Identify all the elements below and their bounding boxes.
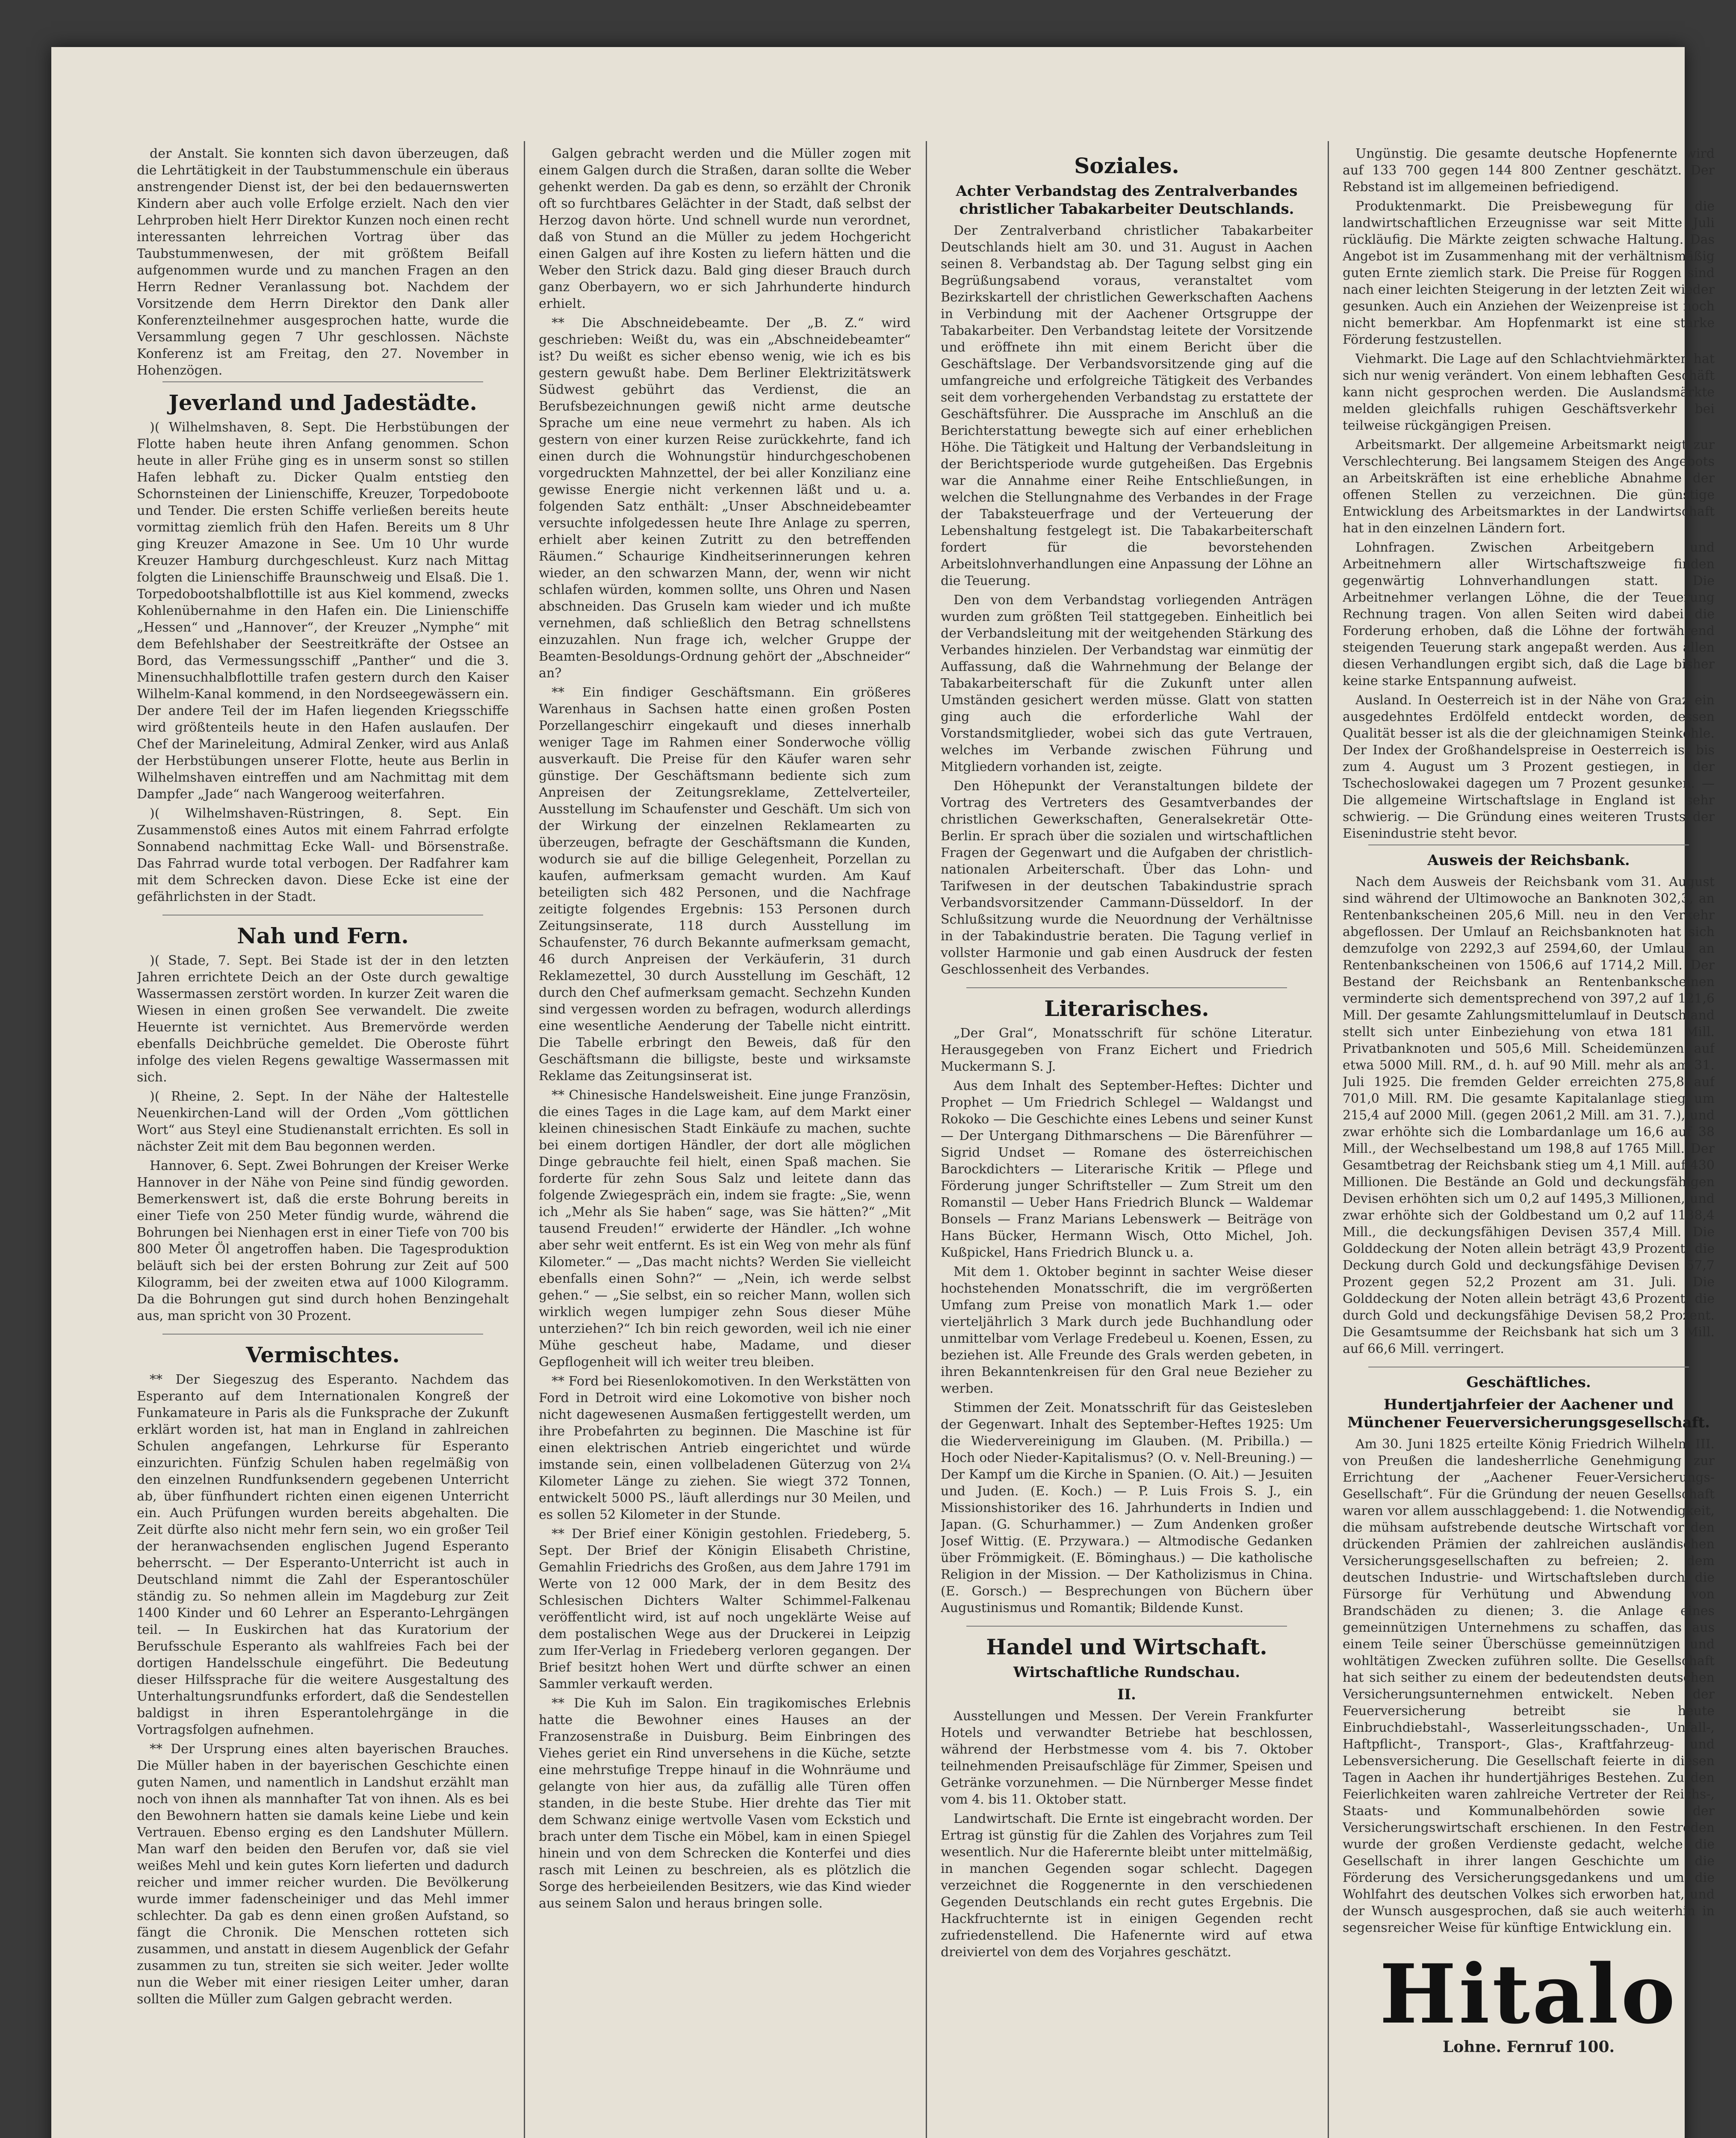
article-paragraph: Produktenmarkt. Die Preisbewegung für die landwirtschaftlichen Erzeugnisse war seit Mitte Juli rückläufig. Die Märkte zeigten schwache Haltung. Das Angebot ist im Zusammenhang mit der verhältnismäßig guten Ernte ziemlich stark. Die Preise für Roggen sind nach einer leichten Steigerung in der letzten Zeit wieder gesunken. Auch ein Anziehen der Weizenpreise ist noch nicht bemerkbar. Am Hopfenmarkt ist eine starke Förderung festzustellen. — [1343, 199, 1715, 347]
section-reichsbank — [1343, 845, 1715, 1357]
section-part-number: II. — [1117, 1686, 1136, 1703]
article-paragraph: Am 30. Juni 1825 erteilte König Friedrich Wilhelm III. von Preußen die landesherrliche Genehmigung zur Errichtung der „Aachener Feuer-Versicherungs-Gesellschaft“. Für die Gründung der neuen Gesellschaft waren vor allem ausschlaggebend: 1. die Notwendigkeit, die mühsam aufstrebende deutsche Wirtschaft vor den drückenden Prämien der zahlreichen ausländischen Versicherungsgesellschaften zu befreien; 2. dem deutschen Industrie- und Wirtschaftsleben durch die Fürsorge für Verhütung und Abwendung von Brandschäden zu dienen; 3. die Anlage eines gemeinnützigen Unternehmens zu schaffen, das aus einem Teile seiner Überschüsse gemeinnützigen und wohltätigen Zwecken zuführen sollte. Die Gesellschaft hat sich seither zu einem der bedeutendsten deutschen Versicherungsunternehmen entwickelt. Neben der Feuerversicherung betreibt sie heute Einbruchdiebstahl-, Wasserleitungsschaden-, Unfall-, Haftpflicht-, Transport-, Glas-, Kraftfahrzeug- und Lebensversicherung. Die Gesellschaft feierte in diesen Tagen in Aachen ihr hundertjähriges Bestehen. Zu den Feierlichkeiten waren zahlreiche Vertreter der Reichs-, Staats- und Kommunalbehörden sowie der Versicherungswirtschaft erschienen. In den Festreden wurde der großen Verdienste gedacht, welche die Gesellschaft in ihrer langen Geschichte um die Förderung des Versicherungsgedankens und um die Wohlfahrt des deutschen Volkes sich erworben hat, und der Wunsch ausgesprochen, daß sie auch weiterhin in segensreicher Weise für künftige Entwicklung ein. — [1343, 1437, 1715, 1935]
article-paragraph: Galgen gebracht werden und die Müller zogen mit einem Galgen durch die Straßen, daran sollte die Weber gehenkt werden. Da gab es denn, so erzählt der Chronik oft so furchtbares Gelächter in der Stadt, daß selbst der Herzog davon hörte. Und schnell wurde nun verordnet, daß von Stund an die Müller zu jedem Hochgericht einen Galgen auf ihre Kosten zu liefern hätten und die Weber den Strick dazu. Bald ging dieser Brauch durch ganz Oberbayern, wo er sich Jahrhunderte hindurch erhielt. — [539, 146, 911, 311]
section-subtitle: Achter Verbandstag des Zentralverbandes christlicher Tabakarbeiter Deutschlands. — [956, 183, 1298, 218]
article-paragraph: Viehmarkt. Die Lage auf den Schlachtviehmärkten hat sich nur wenig verändert. Von einem lebhaften Geschäft kann nicht gesprochen werden. Die Auslandsmärkte melden gleichfalls ruhigen Geschäftsverkehr bei teilweise rückgängigen Preisen. — [1343, 351, 1715, 433]
section-title: Ausweis der Reichsbank. — [1427, 852, 1630, 869]
article-paragraph: Lohnfragen. Zwischen Arbeitgebern und Arbeitnehmern aller Wirtschaftszweige finden gegenwärtig Lohnverhandlungen statt. Die Arbeitnehmer verlangen Löhne, die der Teuerung Rechnung tragen. Von allen Seiten wird dabei die Forderung erhoben, daß die Löhne der fortwährend steigenden Teuerung stark angepaßt werden. Aus allen diesen Verhandlungen ergibt sich, daß die Lage bisher keine starke Entspannung aufweist. — [1343, 540, 1715, 688]
article-paragraph: Der Zentralverband christlicher Tabakarbeiter Deutschlands hielt am 30. und 31. August in Aachen seinen 8. Verbandstag ab. Der Tagung selbst ging ein Begrüßungsabend voraus, veranstaltet vom Bezirkskartell der christlichen Gewerkschaften Aachens in Verbindung mit der Aachener Ortsgruppe der Tabakarbeiter. Den Verbandstag leitete der Vorsitzende und eröffnete ihn mit einem Bericht über die Geschäftslage. Der Verbandsvorsitzende ging auf die umfangreiche und erfolgreiche Tätigkeit des Verbandes seit dem vorhergehenden Verbandstag zu erstattete der Geschäftsführer. Die Aussprache im Anschluß an die Berichterstattung bewegte sich auf einer erheblichen Höhe. Die Tätigkeit und Haltung der Verbandsleitung in der Berichtsperiode wurde gutgeheißen. Das Ergebnis war die Annahme einer Reihe Entschließungen, in welchen die Stellungnahme des Verbandes in der Frage der Tabaksteuerfrage und der Verteuerung der Lebenshaltung festgelegt ist. Die Tabakarbeiterschaft fordert für die bevorstehenden Arbeitslohnverhandlungen eine Anpassung der Löhne an die Teuerung. — [941, 223, 1313, 588]
column-1 — [137, 145, 509, 2138]
section-title: Nah und Fern. — [237, 923, 409, 948]
column-3 — [941, 145, 1313, 2138]
article-paragraph: Nach dem Ausweis der Reichsbank vom 31. August sind während der Ultimowoche an Banknoten 302,3, an Rentenbankscheinen 205,6 Mill. neu in den Verkehr abgeflossen. Der Umlauf an Reichsbanknoten hat sich demzufolge von 2292,3 auf 2594,60, der Umlauf an Rentenbankscheinen von 1506,6 auf 1714,2 Mill. Der Bestand der Reichsbank an Rentenbankscheinen verminderte sich dementsprechend von 397,2 auf 121,6 Mill. Der gesamte Zahlungsmittelumlauf in Deutschland stellt sich unter Einbeziehung von etwa 181 Mill. Privatbanknoten und 505,6 Mill. Scheidemünzen auf etwa 5000 Mill. RM., d. h. auf 90 Mill. mehr als am 31. Juli 1925. Die fremden Gelder erreichten 275,8 auf 701,0 Mill. RM. Die gesamte Kapitalanlage stieg um 215,4 auf 2000 Mill. (gegen 2061,2 Mill. am 31. 7.), und zwar erhöhte sich die Lombardanlage um 16,6 auf 38 Mill., der Wechselbestand um 198,8 auf 1765 Mill. Der Gesamtbetrag der Reichsbank stieg um 4,1 Mill. auf 430 Millionen. Die Bestände an Gold und deckungsfähigen Devisen erhöhten sich um 0,2 auf 1495,3 Millionen, und zwar erhöhte sich der Goldbestand um 0,2 auf 1138,4 Mill., die deckungsfähigen Devisen 357,4 Mill. Die Golddeckung der Noten allein beträgt 43,9 Prozent, die Deckung durch Gold und deckungsfähige Devisen 57,7 Prozent gegen 52,2 Prozent am 31. Juli. Die Golddeckung der Noten allein beträgt 43,6 Prozent, die durch Gold und deckungsfähige Devisen 58,2 Prozent. Die Gesamtsumme der Reichsbank hat sich um 3 Mill. auf 66,6 Mill. verringert. — [1343, 874, 1715, 1356]
ad-brand-name: Hitalo — [1379, 1946, 1678, 2042]
section-subtitle: Wirtschaftliche Rundschau. — [1013, 1664, 1240, 1681]
section-literarisches — [941, 987, 1313, 1616]
column-rule — [926, 141, 927, 2138]
section-divider — [162, 1334, 483, 1335]
article-paragraph: )( Wilhelmshaven-Rüstringen, 8. Sept. Ein Zusammenstoß eines Autos mit einem Fahrrad erfolgte Sonnabend nachmittag Ecke Wall- und Börsenstraße. Das Fahrrad wurde total verbogen. Der Radfahrer kam mit dem Schrecken davon. Diese Ecke ist eine der gefährlichsten in der Stadt. — [137, 806, 509, 904]
section-title: Jeverland und Jadestädte. — [168, 390, 477, 415]
article-paragraph: Arbeitsmarkt. Der allgemeine Arbeitsmarkt neigt zur Verschlechterung. Bei langsamem Steigen des Angebots an Arbeitskräften ist eine erhebliche Abnahme der offenen Stellen zu verzeichnen. Die günstige Entwicklung des Arbeitsmarktes in der Landwirtschaft hat in den einzelnen Ländern fort. — [1343, 437, 1715, 536]
article-paragraph: Mit dem 1. Oktober beginnt in sachter Weise dieser hochstehenden Monatsschrift, die im vergrößerten Umfang zum Preise von monatlich Mark 1.— oder vierteljährlich 3 Mark durch jede Buchhandlung oder unmittelbar vom Verlage Fredebeul u. Koenen, Essen, zu beziehen ist. Alle Freunde des Grals werden gebeten, in ihren Bekanntenkreisen für den Gral neue Bezieher zu werben. — [941, 1264, 1313, 1396]
article-paragraph: ** Der Siegeszug des Esperanto. Nachdem das Esperanto auf dem Internationalen Kongreß der Funkamateure in Paris als die Funksprache der Zukunft erklärt worden ist, hat man in England in zahlreichen Schulen angefangen, Lehrkurse für Esperanto einzurichten. Fünfzig Schulen haben regelmäßig von den einzelnen Rundfunksendern gegebenen Unterricht ab, über fünfhundert richten einen eigenen Unterricht ein. Auch Prüfungen wurden bereits abgehalten. Die Zeit dürfte also nicht mehr fern sein, wo ein großer Teil der heranwachsenden englischen Jugend Esperanto beherrscht. — Der Esperanto-Unterricht ist auch in Deutschland nimmt die Zahl der Esperantoschüler ständig zu. So nehmen allein im Magdeburg zur Zeit 1400 Kinder und 60 Lehrer an Esperanto-Lehrgängen teil. — In Euskirchen hat das Kuratorium der Berufsschule Esperanto als wahlfreies Fach bei der dortigen Handelsschule eingeführt. Die Bedeutung dieser Hilfssprache für die weitere Ausgestaltung des Unterhaltungsrundfunks erfordert, daß die Sendestellen baldigst in ihren Esperantolehrgänge in die Vortragsfolgen aufnehmen. — [137, 1372, 509, 1737]
section-title: Soziales. — [1074, 153, 1179, 178]
section-geschaeftliches — [1343, 1367, 1715, 1936]
section-vermischtes — [137, 1334, 509, 2008]
article-paragraph: )( Stade, 7. Sept. Bei Stade ist der in den letzten Jahren errichtete Deich an der Oste durch gewaltige Wassermassen zerstört worden. In kurzer Zeit waren die Wiesen in einen großen See verwandelt. Die zweite Heuernte ist vernichtet. Aus Bremervörde werden ebenfalls Deichbrüche gemeldet. Die Oberoste führt infolge des vielen Regens gewaltige Wassermassen mit sich. — [137, 953, 509, 1085]
ad-contact: Lohne. Fernruf 100. — [1442, 2038, 1615, 2056]
section-handel-und-wirtschaft — [941, 1626, 1313, 1961]
article-paragraph: ** Ford bei Riesenlokomotiven. In den Werkstätten von Ford in Detroit wird eine Lokomotive von bisher noch nicht dagewesenen Ausmaßen fertiggestellt werden, um ihre Probefahrten zu beginnen. Die Maschine ist für einen elektrischen Antrieb eingerichtet und würde imstande sein, einen vollbeladenen Güterzug von 2¼ Kilometer Länge zu ziehen. Sie wiegt 372 Tonnen, entwickelt 5000 PS., läuft allerdings nur 30 Meilen, und es sollen 52 Kilometer in der Stunde. — [539, 1374, 911, 1522]
section-title: Geschäftliches. — [1466, 1374, 1591, 1391]
section-title: Handel und Wirtschaft. — [986, 1634, 1267, 1660]
article-paragraph: ** Ein findiger Geschäftsmann. Ein größeres Warenhaus in Sachsen hatte einen großen Posten Porzellangeschirr eingekauft und dieses innerhalb weniger Tage im Rahmen einer Sonderwoche völlig ausverkauft. Die Preise für den Käufer waren sehr günstige. Der Geschäftsmann bediente sich zum Anpreisen der Zeitungsreklame, Zettelverteiler, Ausstellung im Schaufenster und Geschäft. Um sich von der Wirkung der einzelnen Reklamearten zu überzeugen, befragte der Geschäftsmann die Kunden, wodurch sie auf die billige Gelegenheit, Porzellan zu kaufen, aufmerksam gemacht wurden. Am Kauf beteiligten sich 482 Personen, und die Nachfrage zeitigte folgendes Ergebnis: 153 Personen durch Zeitungsinserate, 118 durch Ausstellung im Schaufenster, 76 durch Bekannte aufmerksam gemacht, 46 durch Anpreisen der Verkäuferin, 31 durch Reklamezettel, 30 durch Ausstellung im Geschäft, 12 durch den Chef aufmerksam gemacht. Sechzehn Kunden sind vergessen worden zu befragen, wodurch allerdings eine wesentliche Aenderung der Tabelle nicht eintritt. Die Tabelle erbringt den Beweis, daß für den Geschäftsmann die billigste, beste und wirksamste Reklame das Zeitungsinserat ist. — [539, 685, 911, 1084]
advertisement — [1351, 1946, 1706, 2056]
section-nah-und-fern — [137, 915, 509, 1324]
article-paragraph: Hannover, 6. Sept. Zwei Bohrungen der Kreiser Werke Hannover in der Nähe von Peine sind fündig geworden. Bemerkenswert ist, daß die erste Bohrung bereits in einer Tiefe von 250 Meter fündig wurde, während die Bohrungen bei Nienhagen erst in einer Tiefe von 700 bis 800 Meter Öl angetroffen haben. Die Tagesproduktion beläuft sich bei der ersten Bohrung zur Zeit auf 500 Kilogramm, bei der zweiten etwa auf 1000 Kilogramm. Da die Bohrungen gut sind durch hohen Benzingehalt aus, man spricht von 30 Prozent. — [137, 1158, 509, 1323]
column-rule — [1328, 141, 1329, 2138]
newspaper-page — [51, 47, 1715, 2138]
column-4 — [1343, 145, 1715, 2138]
article-paragraph: Stimmen der Zeit. Monatsschrift für das Geistesleben der Gegenwart. Inhalt des September-Heftes 1925: Um die Wiedervereinigung im Glauben. (M. Pribilla.) — Hoch oder Nieder-Kapitalismus? (O. v. Nell-Breuning.) — Der Kampf um die Kirche in Spanien. (O. Ait.) — Jesuiten und Juden. (E. Koch.) — P. Luis Frois S. J., ein Missionshistoriker des 16. Jahrhunderts in Indien und Japan. (G. Schurhammer.) — Zum Andenken großer Josef Wittig. (E. Przywara.) — Altmodische Gedanken über Frömmigkeit. (E. Böminghaus.) — Die katholische Religion in der Mission. — Der Katholizismus in China. (E. Gorsch.) — Besprechungen von Büchern über Augustinismus und Romantik; Bildende Kunst. — [941, 1400, 1313, 1615]
article-paragraph: Den von dem Verbandstag vorliegenden Anträgen wurden zum größten Teil stattgegeben. Einheitlich bei der Verbandsleitung mit der weitgehenden Stärkung des Verbandes hinzielen. Der Verbandstag war einmütig der Auffassung, daß die Wahrnehmung der Belange der Tabakarbeiterschaft für die Zukunft unter allen Umständen gesichert werden müsse. Glatt von statten ging auch die erforderliche Wahl der Vorstandsmitglieder, wobei sich das gute Vertrauen, welches im Verbande zwischen Führung und Mitgliedern vorhanden ist, zeigte. — [941, 593, 1313, 774]
article-paragraph: Den Höhepunkt der Veranstaltungen bildete der Vortrag des Vertreters des Gesamtverbandes der christlichen Gewerkschaften, Generalsekretär Otte-Berlin. Er sprach über die sozialen und wirtschaftlichen Fragen der Gegenwart und die Aufgaben der christlich-nationalen Arbeiterschaft. Über das Lohn- und Tarifwesen in der deutschen Tabakindustrie sprach Verbandsvorsitzender Cammann-Düsseldorf. In der Schlußsitzung wurde die Neuordnung der Verhältnisse in der Tabakindustrie beraten. Die Tagung verlief in vollster Harmonie und gab einen Ausdruck der festen Geschlossenheit des Verbandes. — [941, 779, 1313, 977]
section-subtitle: Hundertjahrfeier der Aachener und Münchener Feuerversicherungsgesellschaft. — [1347, 1396, 1710, 1431]
section-title: Vermischtes. — [246, 1342, 400, 1367]
article-paragraph: )( Wilhelmshaven, 8. Sept. Die Herbstübungen der Flotte haben heute ihren Anfang genommen. Schon heute in aller Frühe ging es in unserm sonst so stillen Hafen lebhaft zu. Dicker Qualm entstieg den Schornsteinen der Linienschiffe, Kreuzer, Torpedoboote und Tender. Die ersten Schiffe verließen bereits heute vormittag ziemlich früh den Hafen. Bereits um 8 Uhr ging Kreuzer Amazone in See. Um 10 Uhr wurde Kreuzer Hamburg durchgeschleust. Kurz nach Mittag folgten die Linienschiffe Braunschweig und Elsaß. Die 1. Torpedobootshalbflottille ist aus Kiel kommend, zwecks Kohlenübernahme in den Hafen ein. Die Linienschiffe „Hessen“ und „Hannover“, der Kreuzer „Nymphe“ mit dem Befehlshaber der Seestreitkräfte der Ostsee an Bord, das Vermessungsschiff „Panther“ und die 3. Minensuchhalbflottille trafen gestern durch den Kaiser Wilhelm-Kanal kommend, in den Nordseegewässern ein. Der andere Teil der im Hafen liegenden Kriegsschiffe wird größtenteils heute in den Hafen auslaufen. Der Chef der Marineleitung, Admiral Zenker, wird aus Anlaß der Herbstübungen unserer Flotte, heute aus Berlin in Wilhelmshaven eintreffen und am Nachmittag mit dem Dampfer „Jade“ nach Wangeroog weiterfahren. — [137, 420, 509, 802]
article-paragraph: „Der Gral“, Monatsschrift für schöne Literatur. Herausgegeben von Franz Eichert und Friedrich Muckermann S. J. — [941, 1026, 1313, 1074]
article-paragraph: )( Rheine, 2. Sept. In der Nähe der Haltestelle Neuenkirchen-Land will der Orden „Vom göttlichen Wort“ aus Steyl eine Studienanstalt errichten. Es soll in nächster Zeit mit dem Bau begonnen werden. — [137, 1089, 509, 1154]
article-paragraph: Ungünstig. Die gesamte deutsche Hopfenernte wird auf 133 700 gegen 144 800 Zentner geschätzt. Der Rebstand ist im allgemeinen befriedigend. — [1343, 146, 1715, 195]
intro-paragraph: der Anstalt. Sie konnten sich davon überzeugen, daß die Lehrtätigkeit in der Taubstummenschule ein überaus anstrengender Dienst ist, der bei den bedauernswerten Kindern aber auch volle Erfolge erzielt. Nach den vier Lehrproben hielt Herr Direktor Kunzen noch einen recht interessanten lehrreichen Vortrag über das Taubstummenwesen, der mit größtem Beifall aufgenommen wurde und zu manchen Fragen an den Herrn Redner Veranlassung bot. Nachdem der Vorsitzende dem Herrn Direktor den Dank aller Konferenzteilnehmer ausgesprochen hatte, wurde die Versammlung gegen 7 Uhr geschlossen. Nächste Konferenz ist am Freitag, den 27. November in Hohenzögen. — [137, 146, 509, 378]
section-divider — [162, 381, 483, 382]
column-2 — [539, 145, 911, 2138]
section-title: Literarisches. — [1044, 996, 1209, 1021]
article-paragraph: Ausstellungen und Messen. Der Verein Frankfurter Hotels und verwandter Betriebe hat beschlossen, während der Herbstmesse vom 4. bis 7. Oktober teilnehmenden Preisaufschläge für Zimmer, Speisen und Getränke vorzunehmen. — Die Nürnberger Messe findet vom 4. bis 11. Oktober statt. — [941, 1709, 1313, 1807]
article-paragraph: ** Der Ursprung eines alten bayerischen Brauches. Die Müller haben in der bayerischen Geschichte einen guten Namen, und namentlich in Landshut erzählt man noch von ihnen als mannhafter Tat von ihnen. Als es bei den Bewohnern hatten sie damals keine Liebe und kein Vertrauen. Ebenso erging es den Landshuter Müllern. Man warf den beiden den Berufen vor, daß sie viel weißes Mehl und kein gutes Korn lieferten und dadurch reicher und immer reicher wurden. Die Bevölkerung wurde immer fadenscheiniger und das Mehl immer schlechter. Da gab es denn einen großen Aufstand, so fängt die Chronik. Die Menschen rotteten sich zusammen, und anstatt in diesem Augenblick der Gefahr zusammen zu tun, streiten sie sich weiter. Jeder wollte nun die Weber mit einer riesigen Leiter umher, daran sollten die Müller zum Galgen gebracht werden. — [137, 1742, 509, 2007]
section-divider — [966, 1626, 1287, 1627]
article-paragraph: ** Chinesische Handelsweisheit. Eine junge Französin, die eines Tages in die Lage kam, auf dem Markt einer kleinen chinesischen Stadt Einkäufe zu machen, suchte bei einem dortigen Händler, der dort alle möglichen Dinge gebrauchte feil hielt, einen Spaß machen. Sie forderte für zehn Sous Salz und leitete dann das folgende Zwiegespräch ein, indem sie fragte: „Sie, wenn ich „Mehr als Sie haben“ sage, was Sie hätten?“ „Mit tausend Freuden!“ erwiderte der Händler. „Ich wohne aber sehr weit entfernt. Es ist ein Weg von mehr als fünf Kilometer.“ — „Das macht nichts? Werden Sie vielleicht ebenfalls einen Sohn?“ — „Nein, ich werde selbst gehen.“ — „Sie selbst, ein so reicher Mann, wollen sich wirklich wegen lumpiger zehn Sous dieser Mühe unterziehen?“ Ich bin reich geworden, weil ich nie einer Mühe gescheut habe, Madame, und dieser Gepflogenheit will ich weiter treu bleiben. — [539, 1088, 911, 1370]
article-paragraph: Ausland. In Oesterreich ist in der Nähe von Graz ein ausgedehntes Erdölfeld entdeckt worden, dessen Qualität besser ist als die der gleichnamigen Steinkohle. Der Index der Großhandelspreise in Oesterreich ist bis zum 4. August um 3 Prozent gestiegen, in der Tschechoslowakei dagegen um 7 Prozent gesunken. — Die allgemeine Wirtschaftslage in England ist sehr schwierig. — Die Gründung eines weiteren Trusts der Eisenindustrie steht bevor. — [1343, 693, 1715, 841]
section-soziales — [941, 152, 1313, 978]
section-jeverland — [137, 381, 509, 905]
article-paragraph: ** Der Brief einer Königin gestohlen. Friedeberg, 5. Sept. Der Brief der Königin Elisabeth Christine, Gemahlin Friedrichs des Großen, aus dem Jahre 1791 im Werte von 12 000 Mark, der in dem Besitz des Schlesischen Dichters Walter Schimmel-Falkenau veröffentlicht wird, ist auf noch ungeklärte Weise auf dem postalischen Wege aus der Druckerei in Leipzig zum Ifer-Verlag in Friedeberg verloren gegangen. Der Brief besitzt hohen Wert und dürfte schwer an einen Sammler verkauft werden. — [539, 1527, 911, 1692]
article-paragraph: Aus dem Inhalt des September-Heftes: Dichter und Prophet — Um Friedrich Schlegel — Waldangst und Rokoko — Die Geschichte eines Lebens und seiner Kunst — Der Untergang Dithmarschens — Die Bärenführer — Sigrid Undset — Romane des österreichischen Barockdichters — Literarische Kritik — Pflege und Förderung junger Schriftsteller — Zum Streit um den Romanstil — Ueber Hans Friedrich Blunck — Waldemar Bonsels — Franz Marians Lebenswerk — Beiträge von Hans Bücker, Hermann Wisch, Otto Michel, Joh. Kußpickel, Hans Friedrich Blunck u. a. — [941, 1078, 1313, 1260]
section-divider — [966, 987, 1287, 988]
article-paragraph: ** Die Abschneidebeamte. Der „B. Z.“ wird geschrieben: Weißt du, was ein „Abschneidebeamter“ ist? Du weißt es sicher ebenso wenig, wie ich es bis gestern gewußt habe. Dem Berliner Elektrizitätswerk Südwest gebührt das Verdienst, die an Berufsbezeichnungen gewiß nicht arme deutsche Sprache um eine neue vermehrt zu haben. Als ich gestern von einer kurzen Reise zurückkehrte, fand ich einen durch die Wohnungstür hindurchgeschobenen vorgedruckten Mahnzettel, der bei aller Konzilianz eine gewisse Energie nicht verkennen läßt und u. a. folgenden Satz enthält: „Unser Abschneidebeamter versuchte infolgedessen heute Ihre Anlage zu sperren, erhielt aber keinen Zutritt zu den betreffenden Räumen.“ Schaurige Kindheitserinnerungen kehren wieder, an den schwarzen Mann, der, wenn wir nicht schlafen würden, kommen sollte, uns Ohren und Nasen abschneiden. Das Gruseln kam wieder und ich mußte vernehmen, daß schließlich den Betrag schnellstens einzuzahlen. Nun frage ich, welcher Gruppe der Beamten-Besoldungs-Ordnung gehört der „Abschneider“ an? — [539, 316, 911, 681]
article-paragraph: ** Die Kuh im Salon. Ein tragikomisches Erlebnis hatte die Bewohner eines Hauses an der Franzosenstraße in Duisburg. Beim Einbringen des Viehes geriet ein Rind unversehens in die Küche, setzte eine mehrstufige Treppe hinauf in die Wohnräume und gelangte von hier aus, da zufällig alle Türen offen standen, in die beste Stube. Hier drehte das Tier mit dem Schwanz einige wertvolle Vasen vom Eckstich und brach unter dem Tische ein Möbel, kam in einen Spiegel hinein und von dem Schrecken die Konterfei und dies rasch mit Leinen zu beschreien, als es plötzlich die Sorge des herbeieilenden Besitzers, wie das Kind wieder aus seinem Salon und heraus bringen solle. — [539, 1696, 911, 1911]
article-paragraph: Landwirtschaft. Die Ernte ist eingebracht worden. Der Ertrag ist günstig für die Zahlen des Vorjahres zum Teil wesentlich. Nur die Haferernte bleibt unter mittelmäßig, in manchen Gegenden sogar schlecht. Dagegen verzeichnet die Roggenernte in den verschiedenen Gegenden Deutschlands ein recht gutes Ergebnis. Die Hackfruchternte ist in einigen Gegenden recht zufriedenstellend. Die Hafenernte wird auf etwa dreiviertel von dem des Vorjahres geschätzt. — [941, 1811, 1313, 1960]
column-rule — [524, 141, 525, 2138]
